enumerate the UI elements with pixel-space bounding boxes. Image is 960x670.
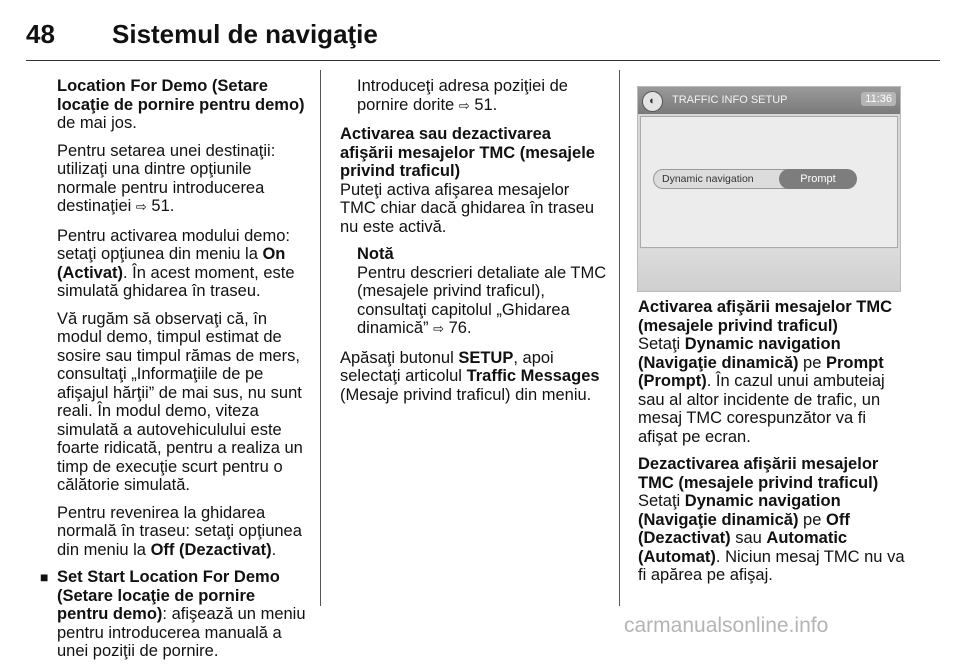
text: . Niciun mesaj TMC nu va fi apărea pe afişaj. [638, 547, 905, 584]
text: . În cazul unui ambuteiaj sau al altor incidente de trafic, un mesaj TMC corespunzător va fi afişat pe ecran. [638, 372, 885, 446]
text: (Mesaje privind traficul) din meniu. [340, 385, 592, 404]
arrow-right-icon: ⇨ [458, 98, 470, 114]
bold-term: Prompt (Prompt) [638, 353, 884, 390]
text: , apoi selectaţi articolul [340, 348, 554, 385]
arrow-right-icon: ⇨ [135, 200, 147, 215]
page-reference[interactable] [459, 96, 493, 114]
note-title: Notă [357, 245, 394, 263]
bullet-icon: ■ [40, 569, 49, 585]
text: . [169, 197, 175, 215]
paragraph: Vă rugăm să observaţi că, în modul demo, timpul estimat de sosire sau timpul rămas de mers, consultaţi „Informaţiile de pe afişajul hărţii” de mai sus, nu sunt reali. În modul demo, viteza simulată a autovehiculului este foarte ridicată, pentru a realiza un timp de execuţie scurt pentru o călătorie simulată. [57, 309, 303, 494]
column-divider-2 [619, 70, 620, 606]
section-heading-wrap [340, 125, 608, 181]
reference-page: 51 [151, 197, 170, 215]
paragraph [340, 349, 608, 405]
text: pe [798, 510, 826, 529]
bold-term: Dynamic navigation (Navigaţie dinamică) [638, 335, 841, 372]
screen-menu-area [640, 116, 898, 248]
screen-title: TRAFFIC INFO SETUP [672, 94, 788, 106]
paragraph [638, 335, 908, 446]
page-number: 48 [26, 18, 55, 49]
paragraph [40, 142, 310, 218]
paragraph [340, 77, 608, 116]
paragraph: Puteţi activa afişarea mesajelor TMC chiar dacă ghidarea în traseu nu este activă. [340, 180, 595, 236]
text: Apăsaţi butonul [340, 348, 459, 367]
paragraph [40, 227, 310, 301]
text: Pentru activarea modului demo: setaţi opţiunea din meniu la [57, 226, 290, 263]
text: pe [798, 353, 826, 372]
bold-term: Dynamic navigation (Navigaţie dinamică) [638, 492, 841, 529]
paragraph [40, 77, 310, 133]
text: . [492, 95, 498, 114]
reference-page: 51 [474, 95, 493, 114]
text: Pentru revenirea la ghidarea normală în traseu: setaţi opţiunea din meniu la [57, 503, 302, 559]
section-heading-wrap [638, 298, 908, 335]
note [340, 245, 608, 340]
screen-title-bar [638, 87, 900, 114]
page-header [26, 16, 956, 52]
text: . [466, 319, 472, 337]
page-title: Sistemul de navigaţie [112, 18, 378, 49]
text: Pentru descrieri detaliate ale TMC (mesajele privind traficul), consultaţi capitolul „Ghidarea dinamică” [357, 263, 607, 337]
column-left [40, 77, 310, 670]
text: Pentru setarea unei destinaţii: utilizaţi una dintre opţiunile normale pentru introducerea destinaţiei [57, 141, 276, 215]
paragraph [40, 504, 310, 560]
watermark: carmanualsonline.info [624, 614, 829, 637]
traffic-info-screenshot [637, 86, 901, 292]
bold-term: SETUP [458, 348, 514, 367]
section-heading-wrap [638, 455, 908, 492]
section-heading: Activarea afişării mesajelor TMC (mesajele privind traficul) [638, 298, 893, 335]
page-reference[interactable] [433, 319, 467, 337]
bold-term: On (Activat) [57, 245, 286, 282]
text: : afişează un meniu pentru introducerea manuală a unei poziţii de pornire. [57, 605, 306, 660]
text: . În acest moment, este simulată ghidarea în traseu. [57, 263, 295, 300]
section-heading: Activarea sau dezactivarea afişării mesajelor TMC (mesajele privind traficul) [340, 125, 595, 180]
bold-term: Off (Dezactivat) [150, 540, 272, 559]
prompt-option-button[interactable]: Prompt [779, 169, 857, 189]
clock: 11:36 [861, 92, 896, 106]
text: Setaţi [638, 492, 685, 510]
bold-term: Automatic (Automat) [638, 529, 848, 566]
screen-bottom-bar [638, 249, 900, 291]
text: . [271, 540, 277, 559]
text: Introduceţi adresa poziţiei de pornire dorite [357, 77, 568, 114]
bold-term: Off (Dezactivat) [638, 510, 850, 547]
section-heading: Dezactivarea afişării mesajelor TMC (mesajele privind traficul) [638, 455, 879, 492]
bold-term: Traffic Messages [466, 367, 600, 385]
text: Setaţi [638, 335, 685, 353]
column-divider-1 [320, 70, 321, 606]
paragraph [638, 492, 908, 585]
arrow-right-icon: ⇨ [433, 322, 445, 337]
bold-term: Set Start Location For Demo (Setare locaţie de pornire pentru demo) [57, 568, 280, 623]
column-right [638, 298, 908, 594]
text: de mai jos. [57, 114, 137, 132]
bold-term: Location For Demo (Setare locaţie de pornire pentru demo) [57, 77, 305, 114]
reference-page: 76 [448, 319, 467, 337]
bullet-item [40, 568, 310, 661]
header-divider [26, 60, 940, 61]
column-middle [340, 77, 608, 413]
brand-logo-icon: ◐ [642, 91, 663, 112]
text: sau [730, 529, 767, 547]
dynamic-navigation-setting[interactable]: Dynamic navigation [653, 169, 855, 189]
page-reference[interactable] [136, 197, 170, 215]
